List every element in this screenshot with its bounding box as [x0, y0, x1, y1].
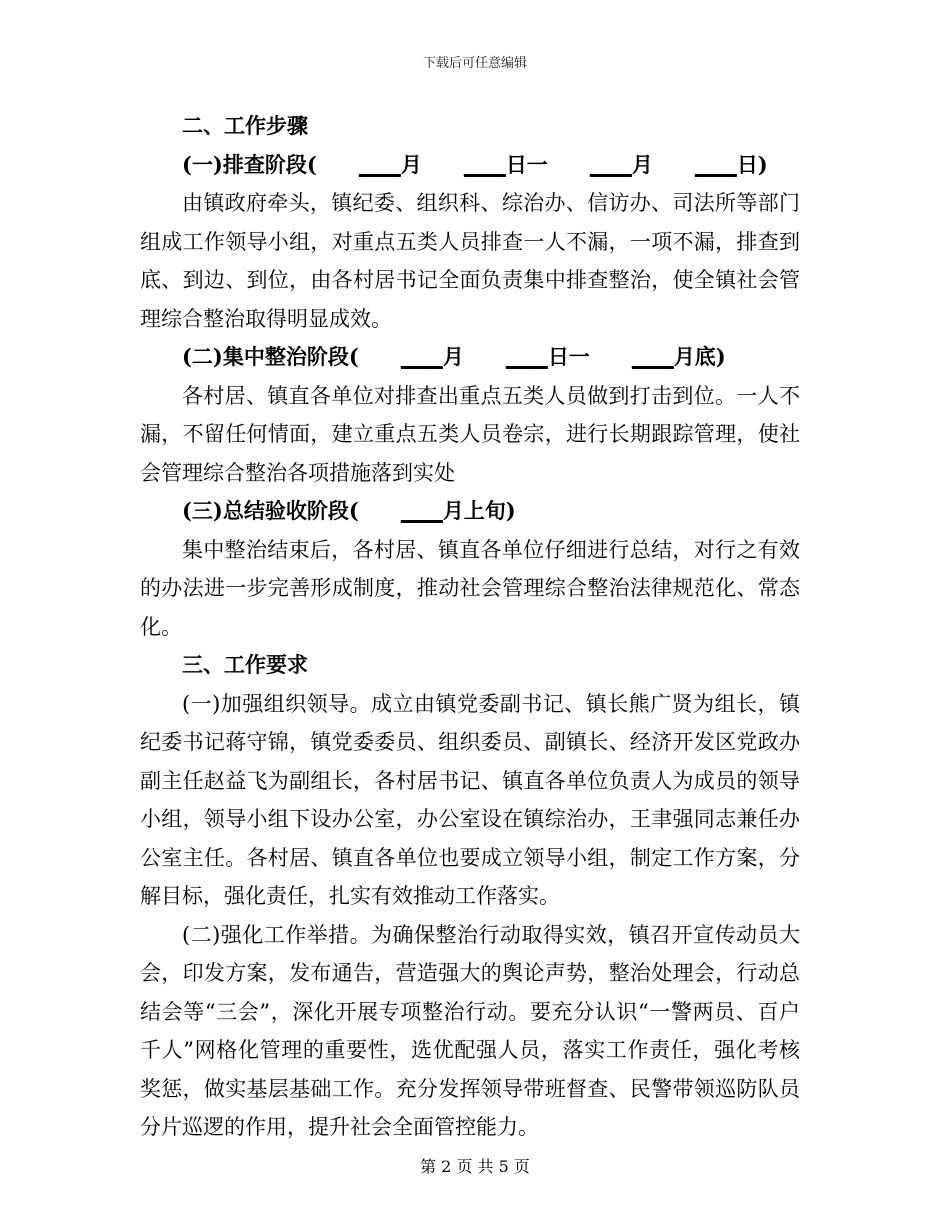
- step-1-heading: [140, 146, 800, 185]
- section-title-work-steps: 二、工作步骤: [182, 113, 308, 138]
- page-footer: 第 2 页 共 5 页: [420, 1157, 530, 1176]
- step-2-heading: [140, 338, 800, 377]
- step-2-text: 月: [442, 344, 464, 369]
- step-3-text: 月上旬): [442, 498, 516, 523]
- blank-field: ____: [358, 151, 401, 177]
- step-1-text: 日): [736, 151, 768, 177]
- step-3-body: 集中整治结束后，各村居、镇直各单位仔细进行总结，对行之有效的办法进一步完善形成制度，推动社会管理综合整治法律规范化、常态化。: [140, 537, 800, 639]
- blank-field: ____: [505, 344, 548, 369]
- blank-field: ____: [589, 151, 632, 177]
- step-3-heading: [140, 492, 800, 531]
- requirement-2: (二)强化工作举措。为确保整治行动取得实效，镇召开宣传动员大会，印发方案，发布通告，营造强大的舆论声势，整治处理会，行动总结会等“三会”，深化开展专项整治行动。要充分认识“一警两员、百户千人”网格化管理的重要性，选优配强人员，落实工作责任，强化考核奖惩，做实基层基础工作。充分发挥领导带班督查、民警带领巡防队员分片巡逻的作用，提升社会全面管控能力。: [140, 922, 800, 1139]
- step-2-text: 日一: [547, 344, 590, 369]
- step-3-prefix: (三)总结验收阶段(: [182, 498, 359, 523]
- page-header: 下载后可任意编辑: [422, 56, 527, 71]
- step-1-prefix: (一)排查阶段(: [182, 151, 317, 177]
- step-2-body: 各村居、镇直各单位对排查出重点五类人员做到打击到位。一人不漏，不留任何情面，建立重点五类人员卷宗，进行长期跟踪管理，使社会管理综合整治各项措施落到实处: [140, 383, 800, 485]
- blank-field: ____: [400, 498, 443, 523]
- step-1-body: 由镇政府牵头，镇纪委、组织科、综治办、信访办、司法所等部门组成工作领导小组，对重点五类人员排查一人不漏，一项不漏，排查到底、到边、到位，由各村居书记全面负责集中排查整治，使全镇社会管理综合整治取得明显成效。: [140, 191, 800, 331]
- step-1-text: 月: [400, 151, 422, 177]
- step-2-prefix: (二)集中整治阶段(: [182, 344, 359, 369]
- step-2-text: 月底): [673, 344, 726, 369]
- blank-field: ____: [631, 344, 674, 369]
- step-1-text: 日一: [505, 151, 548, 177]
- section-title-work-requirements: 三、工作要求: [182, 652, 308, 677]
- requirement-1: (一)加强组织领导。成立由镇党委副书记、镇长熊广贤为组长，镇纪委书记蒋守锦，镇党委委员、组织委员、副镇长、经济开发区党政办副主任赵益飞为副组长，各村居书记、镇直各单位负责人为成员的领导小组，领导小组下设办公室，办公室设在镇综治办，王聿强同志兼任办公室主任。各村居、镇直各单位也要成立领导小组，制定工作方案，分解目标，强化责任，扎实有效推动工作落实。: [140, 691, 800, 908]
- blank-field: ____: [694, 151, 737, 177]
- blank-field: ____: [400, 344, 443, 369]
- blank-field: ____: [463, 151, 506, 177]
- step-1-text: 月: [631, 151, 653, 177]
- document-body: [140, 107, 800, 1147]
